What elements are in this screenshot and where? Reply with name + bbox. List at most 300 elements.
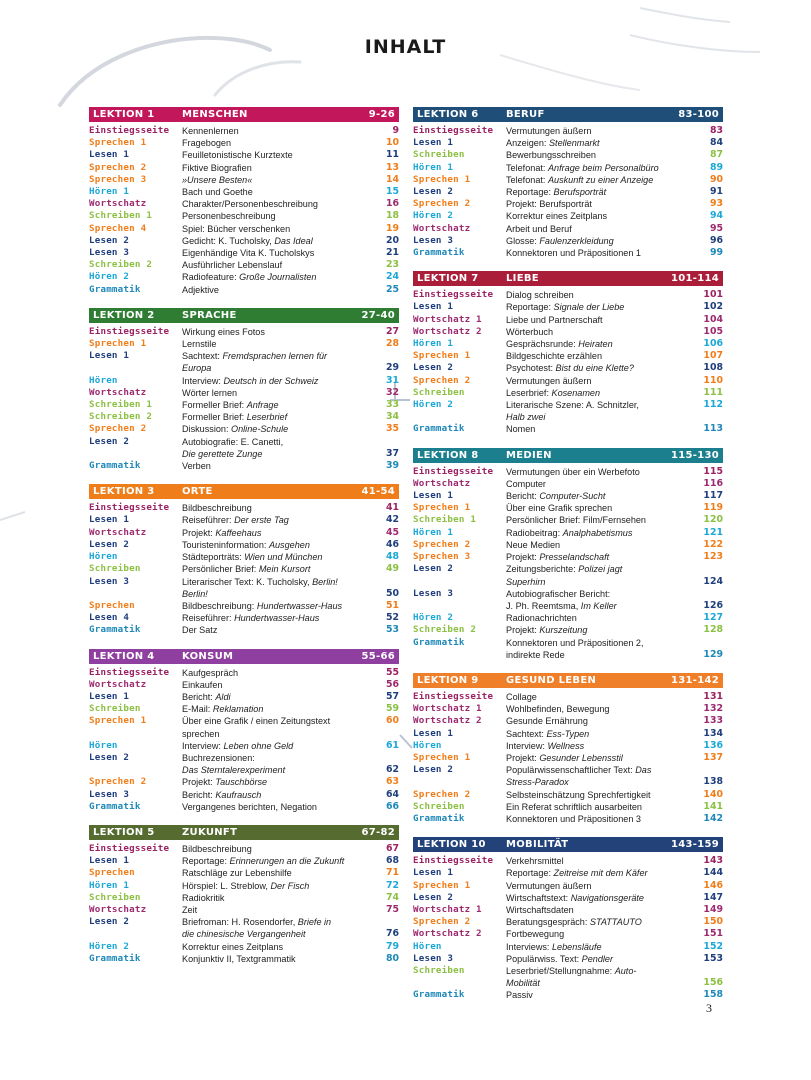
entry-page-number: 126 — [703, 599, 723, 611]
toc-entry[interactable] — [89, 904, 399, 916]
entry-page-number: 41 — [385, 502, 399, 514]
toc-entry[interactable] — [413, 466, 723, 478]
toc-entry[interactable] — [89, 867, 399, 879]
toc-entry[interactable] — [413, 210, 723, 222]
entry-text-part: Wirtschaftsdaten — [506, 904, 574, 915]
entry-page-number: 80 — [385, 952, 399, 964]
entry-text-part: Passiv — [506, 990, 533, 1001]
lesson-number: LEKTION 1 — [93, 109, 155, 120]
entry-line — [506, 411, 697, 423]
toc-entry[interactable] — [413, 314, 723, 326]
entry-line — [506, 965, 697, 977]
toc-entry[interactable] — [89, 843, 399, 855]
toc-entry[interactable] — [413, 728, 723, 740]
section-type-label: Lesen 3 — [89, 575, 130, 587]
section-type-label: Lesen 2 — [413, 891, 454, 903]
entry-page-number: 124 — [703, 575, 723, 587]
toc-entry[interactable] — [89, 527, 399, 539]
entry-line — [182, 588, 373, 600]
entry-text-part: Radiofeature: — [182, 272, 240, 283]
toc-entry[interactable] — [89, 667, 399, 679]
entry-line — [506, 137, 697, 149]
entry-line — [506, 789, 697, 801]
toc-entry[interactable] — [413, 801, 723, 813]
entry-page-number: 113 — [703, 423, 723, 435]
entry-text-part: Beratungsgespräch: — [506, 917, 590, 928]
entry-line — [182, 855, 373, 867]
toc-entry[interactable] — [413, 125, 723, 137]
toc-entry[interactable] — [89, 941, 399, 953]
section-type-label: Einstiegsseite — [89, 325, 170, 337]
entry-page-number: 76 — [385, 928, 399, 940]
toc-entry[interactable] — [413, 916, 723, 928]
entry-description — [182, 198, 373, 210]
entry-description — [182, 953, 373, 965]
toc-entry[interactable] — [89, 740, 399, 752]
entry-description — [182, 284, 373, 296]
section-type-label: Lesen 1 — [413, 490, 454, 502]
toc-entry[interactable] — [89, 563, 399, 575]
toc-entry[interactable] — [413, 740, 723, 752]
toc-entry[interactable] — [413, 502, 723, 514]
toc-entry[interactable] — [413, 338, 723, 350]
toc-entry[interactable] — [89, 247, 399, 259]
entry-line — [506, 703, 697, 715]
toc-entry[interactable] — [89, 186, 399, 198]
entry-line — [506, 466, 697, 478]
entry-text-part: Dialog schreiben — [506, 290, 574, 301]
entry-page-number: 63 — [385, 776, 399, 788]
entry-text-part: Gesunde Ernährung — [506, 716, 588, 727]
section-type-label: Wortschatz 1 — [413, 703, 482, 715]
toc-entry[interactable] — [89, 502, 399, 514]
toc-entry[interactable] — [413, 563, 723, 587]
toc-entry[interactable] — [413, 965, 723, 989]
section-type-label: Sprechen 1 — [89, 715, 147, 727]
toc-entry[interactable] — [413, 588, 723, 612]
section-type-label: Grammatik — [413, 989, 465, 1001]
entry-text-part: Computer — [506, 478, 546, 489]
entry-line — [182, 174, 373, 186]
toc-entry[interactable] — [89, 350, 399, 374]
entry-page-number: 16 — [385, 198, 399, 210]
entry-description — [506, 588, 697, 612]
entry-text-part: Mobilität — [506, 978, 540, 989]
toc-entry[interactable] — [89, 338, 399, 350]
toc-entry[interactable] — [413, 186, 723, 198]
toc-entry[interactable] — [413, 235, 723, 247]
entry-line — [182, 576, 373, 588]
toc-entry[interactable] — [89, 776, 399, 788]
toc-entry[interactable] — [413, 855, 723, 867]
entry-line — [506, 399, 697, 411]
section-type-label: Sprechen 1 — [413, 173, 471, 185]
lektion-2-header[interactable] — [89, 308, 399, 323]
entry-text-part: Hundertwasser-Haus — [256, 600, 343, 611]
section-type-label: Sprechen 1 — [89, 338, 147, 350]
entry-description — [506, 880, 697, 892]
entry-description — [506, 916, 697, 928]
entry-text-part: Kosenamen — [551, 387, 601, 398]
lektion-3-header[interactable] — [89, 484, 399, 499]
section-type-label: Schreiben — [89, 703, 141, 715]
entry-line — [182, 198, 373, 210]
entry-line — [506, 289, 697, 301]
toc-entry[interactable] — [413, 752, 723, 764]
entry-text-part: Ein Referat schriftlich ausarbeiten — [506, 801, 642, 812]
entry-text-part: Buchrezensionen: — [182, 752, 255, 763]
toc-entry[interactable] — [89, 198, 399, 210]
entry-page-number: 60 — [385, 715, 399, 727]
toc-entry[interactable] — [89, 916, 399, 940]
entry-line — [506, 514, 697, 526]
entry-description — [182, 691, 373, 703]
entry-text-part: Kaffeehaus — [215, 527, 262, 538]
entry-page-number: 146 — [703, 879, 723, 891]
entry-page-number: 140 — [703, 788, 723, 800]
toc-entry[interactable] — [89, 715, 399, 739]
entry-text-part: Radiobeitrag: — [506, 527, 563, 538]
entry-text-part: Superhirn — [506, 576, 546, 587]
toc-entry[interactable] — [89, 703, 399, 715]
section-type-label: Schreiben — [413, 964, 465, 976]
toc-entry[interactable] — [89, 789, 399, 801]
toc-entry[interactable] — [89, 271, 399, 283]
toc-entry[interactable] — [413, 137, 723, 149]
section-type-label: Einstiegsseite — [413, 855, 494, 867]
entry-text-part: Neue Medien — [506, 539, 561, 550]
entry-text-part: Vermutungen äußern — [506, 375, 592, 386]
entry-page-number: 71 — [385, 867, 399, 879]
section-type-label: Lesen 1 — [89, 855, 130, 867]
toc-entry[interactable] — [89, 624, 399, 636]
entry-line — [182, 375, 373, 387]
section-type-label: Sprechen 2 — [413, 538, 471, 550]
toc-entry[interactable] — [89, 752, 399, 776]
toc-entry[interactable] — [89, 137, 399, 149]
entry-line — [182, 502, 373, 514]
entry-description — [506, 149, 697, 161]
toc-entry[interactable] — [413, 551, 723, 563]
entry-description — [182, 679, 373, 691]
entry-page-number: 120 — [703, 514, 723, 526]
entry-page-number: 152 — [703, 940, 723, 952]
entry-line — [506, 314, 697, 326]
entry-page-number: 116 — [703, 477, 723, 489]
toc-entry[interactable] — [413, 789, 723, 801]
entry-page-number: 10 — [385, 137, 399, 149]
toc-entry[interactable] — [413, 612, 723, 624]
entry-text-part: Psychotest: — [506, 363, 556, 374]
toc-entry[interactable] — [413, 423, 723, 435]
toc-entry[interactable] — [413, 149, 723, 161]
toc-entry[interactable] — [89, 162, 399, 174]
toc-entry[interactable] — [89, 149, 399, 161]
toc-entry[interactable] — [413, 715, 723, 727]
entry-description — [182, 149, 373, 161]
entry-line — [506, 612, 697, 624]
entry-text-part: Anfrage — [246, 400, 279, 411]
entry-page-number: 110 — [703, 374, 723, 386]
entry-description — [182, 125, 373, 137]
section-type-label: Grammatik — [89, 460, 141, 472]
entry-page-number: 52 — [385, 612, 399, 624]
toc-entry[interactable] — [89, 514, 399, 526]
toc-entry[interactable] — [89, 801, 399, 813]
entry-description — [182, 904, 373, 916]
toc-entry[interactable] — [413, 880, 723, 892]
toc-entry[interactable] — [413, 301, 723, 313]
entry-line — [506, 752, 697, 764]
entry-page-number: 15 — [385, 186, 399, 198]
entry-description — [506, 892, 697, 904]
toc-entry[interactable] — [89, 436, 399, 460]
entry-text-part: »Unsere Besten« — [182, 174, 253, 185]
entry-text-part: Projekt: — [506, 625, 540, 636]
toc-entry[interactable] — [89, 223, 399, 235]
lektion-4-header[interactable] — [89, 649, 399, 664]
lektion-10-header[interactable] — [413, 837, 723, 852]
toc-entry[interactable] — [89, 691, 399, 703]
entry-line — [182, 338, 373, 350]
toc-entry[interactable] — [89, 235, 399, 247]
entry-text-part: Deutsch in der Schweiz — [223, 375, 319, 386]
entry-text-part: Sachtext: — [506, 728, 547, 739]
toc-entry[interactable] — [413, 867, 723, 879]
toc-entry[interactable] — [413, 539, 723, 551]
lektion-1-header[interactable] — [89, 107, 399, 122]
entry-text-part: Telefonat: — [506, 174, 548, 185]
lektion-5-section — [89, 825, 399, 965]
toc-entry[interactable] — [413, 624, 723, 636]
toc-entry[interactable] — [89, 880, 399, 892]
entry-page-number: 25 — [385, 283, 399, 295]
lesson-page-range: 41-54 — [361, 486, 395, 498]
toc-entry[interactable] — [89, 892, 399, 904]
toc-entry[interactable] — [89, 460, 399, 472]
toc-entry[interactable] — [413, 691, 723, 703]
entry-text-part: Korrektur eines Zeitplans — [506, 211, 608, 222]
entry-text-part: Autobiografie: E. Canetti, — [182, 436, 284, 447]
entry-description — [182, 600, 373, 612]
section-type-label: Schreiben — [89, 563, 141, 575]
lektion-6-header[interactable] — [413, 107, 723, 122]
entry-page-number: 21 — [385, 247, 399, 259]
entry-text-part: Presselandschaft — [539, 552, 610, 563]
lektion-10-section — [413, 837, 723, 1001]
section-type-label: Wortschatz — [89, 386, 147, 398]
section-type-label: Einstiegsseite — [89, 502, 170, 514]
entry-line — [506, 892, 697, 904]
entry-line — [506, 223, 697, 235]
lektion-8-header[interactable] — [413, 448, 723, 463]
toc-entry[interactable] — [89, 953, 399, 965]
toc-entry[interactable] — [413, 326, 723, 338]
entry-description — [506, 801, 697, 813]
entry-line — [506, 715, 697, 727]
toc-entry[interactable] — [413, 399, 723, 423]
toc-entry[interactable] — [89, 174, 399, 186]
entry-text-part: Reportage: — [506, 868, 554, 879]
entry-page-number: 66 — [385, 800, 399, 812]
lesson-number: LEKTION 4 — [93, 650, 155, 662]
entry-page-number: 129 — [703, 648, 723, 660]
entry-text-part: Verben — [182, 461, 211, 472]
toc-entry[interactable] — [89, 600, 399, 612]
entry-text-part: Persönlicher Brief: Film/Fernsehen — [506, 515, 646, 526]
section-type-label: Wortschatz 2 — [413, 325, 482, 337]
entry-line — [182, 162, 373, 174]
entry-line — [506, 989, 697, 1001]
lesson-number: LEKTION 3 — [93, 486, 155, 498]
toc-entry[interactable] — [413, 904, 723, 916]
entry-line — [182, 527, 373, 539]
entry-description — [182, 752, 373, 776]
entry-text-part: indirekte Rede — [506, 649, 565, 660]
entry-page-number: 50 — [385, 587, 399, 599]
entry-page-number: 79 — [385, 940, 399, 952]
toc-entry[interactable] — [89, 612, 399, 624]
toc-entry[interactable] — [89, 125, 399, 137]
toc-entry[interactable] — [89, 539, 399, 551]
toc-entry[interactable] — [89, 411, 399, 423]
entry-description — [506, 466, 697, 478]
entry-page-number: 133 — [703, 715, 723, 727]
toc-entry[interactable] — [89, 576, 399, 600]
toc-entry[interactable] — [89, 284, 399, 296]
toc-entry[interactable] — [413, 637, 723, 661]
toc-entry[interactable] — [413, 247, 723, 259]
section-type-label: Lesen 1 — [89, 149, 130, 161]
lektion-7-header[interactable] — [413, 271, 723, 286]
entry-text-part: Glosse: — [506, 235, 540, 246]
toc-entry[interactable] — [413, 174, 723, 186]
entry-text-part: Kaufrausch — [215, 789, 262, 800]
section-type-label: Lesen 1 — [413, 301, 454, 313]
toc-entry[interactable] — [413, 813, 723, 825]
entry-text-part: Hundertwasser-Haus — [234, 613, 320, 624]
toc-entry[interactable] — [413, 928, 723, 940]
section-type-label: Schreiben — [413, 149, 465, 161]
section-type-label: Sprechen 3 — [413, 551, 471, 563]
entry-page-number: 102 — [703, 301, 723, 313]
entry-description — [182, 162, 373, 174]
toc-entry[interactable] — [89, 387, 399, 399]
toc-entry[interactable] — [89, 326, 399, 338]
entry-description — [506, 953, 697, 965]
toc-entry[interactable] — [89, 399, 399, 411]
section-type-label: Grammatik — [89, 624, 141, 636]
entry-page-number: 112 — [703, 399, 723, 411]
entry-description — [182, 789, 373, 801]
lesson-page-range: 55-66 — [361, 650, 395, 662]
toc-entry[interactable] — [89, 210, 399, 222]
toc-entry[interactable] — [89, 423, 399, 435]
entry-text-part: Leserbrief — [246, 412, 288, 423]
entry-page-number: 94 — [709, 210, 723, 222]
toc-entry[interactable] — [413, 162, 723, 174]
toc-entry[interactable] — [413, 490, 723, 502]
toc-entry[interactable] — [413, 527, 723, 539]
entry-text-part: Verkehrsmittel — [506, 856, 564, 867]
entry-description — [506, 989, 697, 1001]
section-type-label: Schreiben 1 — [413, 514, 477, 526]
toc-entry[interactable] — [413, 941, 723, 953]
section-type-label: Sprechen 1 — [413, 502, 471, 514]
entry-text-part: Briefroman: H. Rosendorfer, — [182, 917, 298, 928]
section-type-label: Lesen 1 — [413, 727, 454, 739]
entry-text-part: Der Fisch — [270, 880, 310, 891]
entry-text-part: Radionachrichten — [506, 613, 577, 624]
entry-description — [182, 563, 373, 575]
toc-entry[interactable] — [413, 198, 723, 210]
toc-entry[interactable] — [89, 679, 399, 691]
entry-text-part: Leben ohne Geld — [223, 740, 294, 751]
entry-text-part: Reportage: — [506, 187, 554, 198]
toc-entry[interactable] — [413, 289, 723, 301]
entry-line — [506, 149, 697, 161]
entry-text-part: Adjektive — [182, 284, 219, 295]
entry-page-number: 20 — [385, 234, 399, 246]
entry-text-part: Über eine Grafik sprechen — [506, 503, 613, 514]
section-type-label: Einstiegsseite — [89, 842, 170, 854]
section-type-label: Lesen 2 — [89, 435, 130, 447]
toc-entry[interactable] — [413, 703, 723, 715]
lektion-9-header[interactable] — [413, 673, 723, 688]
entry-line — [182, 789, 373, 801]
entry-page-number: 144 — [703, 867, 723, 879]
toc-entry[interactable] — [413, 892, 723, 904]
entry-text-part: Bildbeschreibung: — [182, 600, 257, 611]
toc-entry[interactable] — [413, 223, 723, 235]
entry-line — [506, 350, 697, 362]
toc-entry[interactable] — [89, 375, 399, 387]
entry-description — [506, 137, 697, 149]
entry-page-number: 119 — [703, 502, 723, 514]
toc-entry[interactable] — [413, 478, 723, 490]
toc-entry[interactable] — [413, 514, 723, 526]
entry-description — [182, 223, 373, 235]
toc-entry[interactable] — [413, 350, 723, 362]
toc-entry[interactable] — [89, 855, 399, 867]
entry-line — [182, 223, 373, 235]
entry-text-part: Kennenlernen — [182, 126, 239, 136]
entry-page-number: 13 — [385, 161, 399, 173]
section-type-label: Sprechen 1 — [89, 137, 147, 149]
entry-line — [506, 855, 697, 867]
toc-entry[interactable] — [413, 764, 723, 788]
entry-line — [182, 612, 373, 624]
section-type-label: Hören 2 — [89, 271, 130, 283]
entry-page-number: 132 — [703, 703, 723, 715]
toc-entry[interactable] — [413, 387, 723, 399]
toc-entry[interactable] — [89, 551, 399, 563]
toc-entry[interactable] — [413, 953, 723, 965]
entry-page-number: 14 — [385, 173, 399, 185]
lektion-5-header[interactable] — [89, 825, 399, 840]
entry-page-number: 89 — [709, 161, 723, 173]
entry-text-part: Kaufgespräch — [182, 667, 239, 678]
entry-text-part: Autobiografischer Bericht: — [506, 588, 611, 599]
toc-entry[interactable] — [413, 989, 723, 1001]
toc-entry[interactable] — [89, 259, 399, 271]
lesson-title: ORTE — [182, 486, 213, 498]
toc-entry[interactable] — [413, 362, 723, 374]
toc-entry[interactable] — [413, 375, 723, 387]
entry-line — [506, 338, 697, 350]
entry-description — [506, 502, 697, 514]
entry-line — [506, 941, 697, 953]
